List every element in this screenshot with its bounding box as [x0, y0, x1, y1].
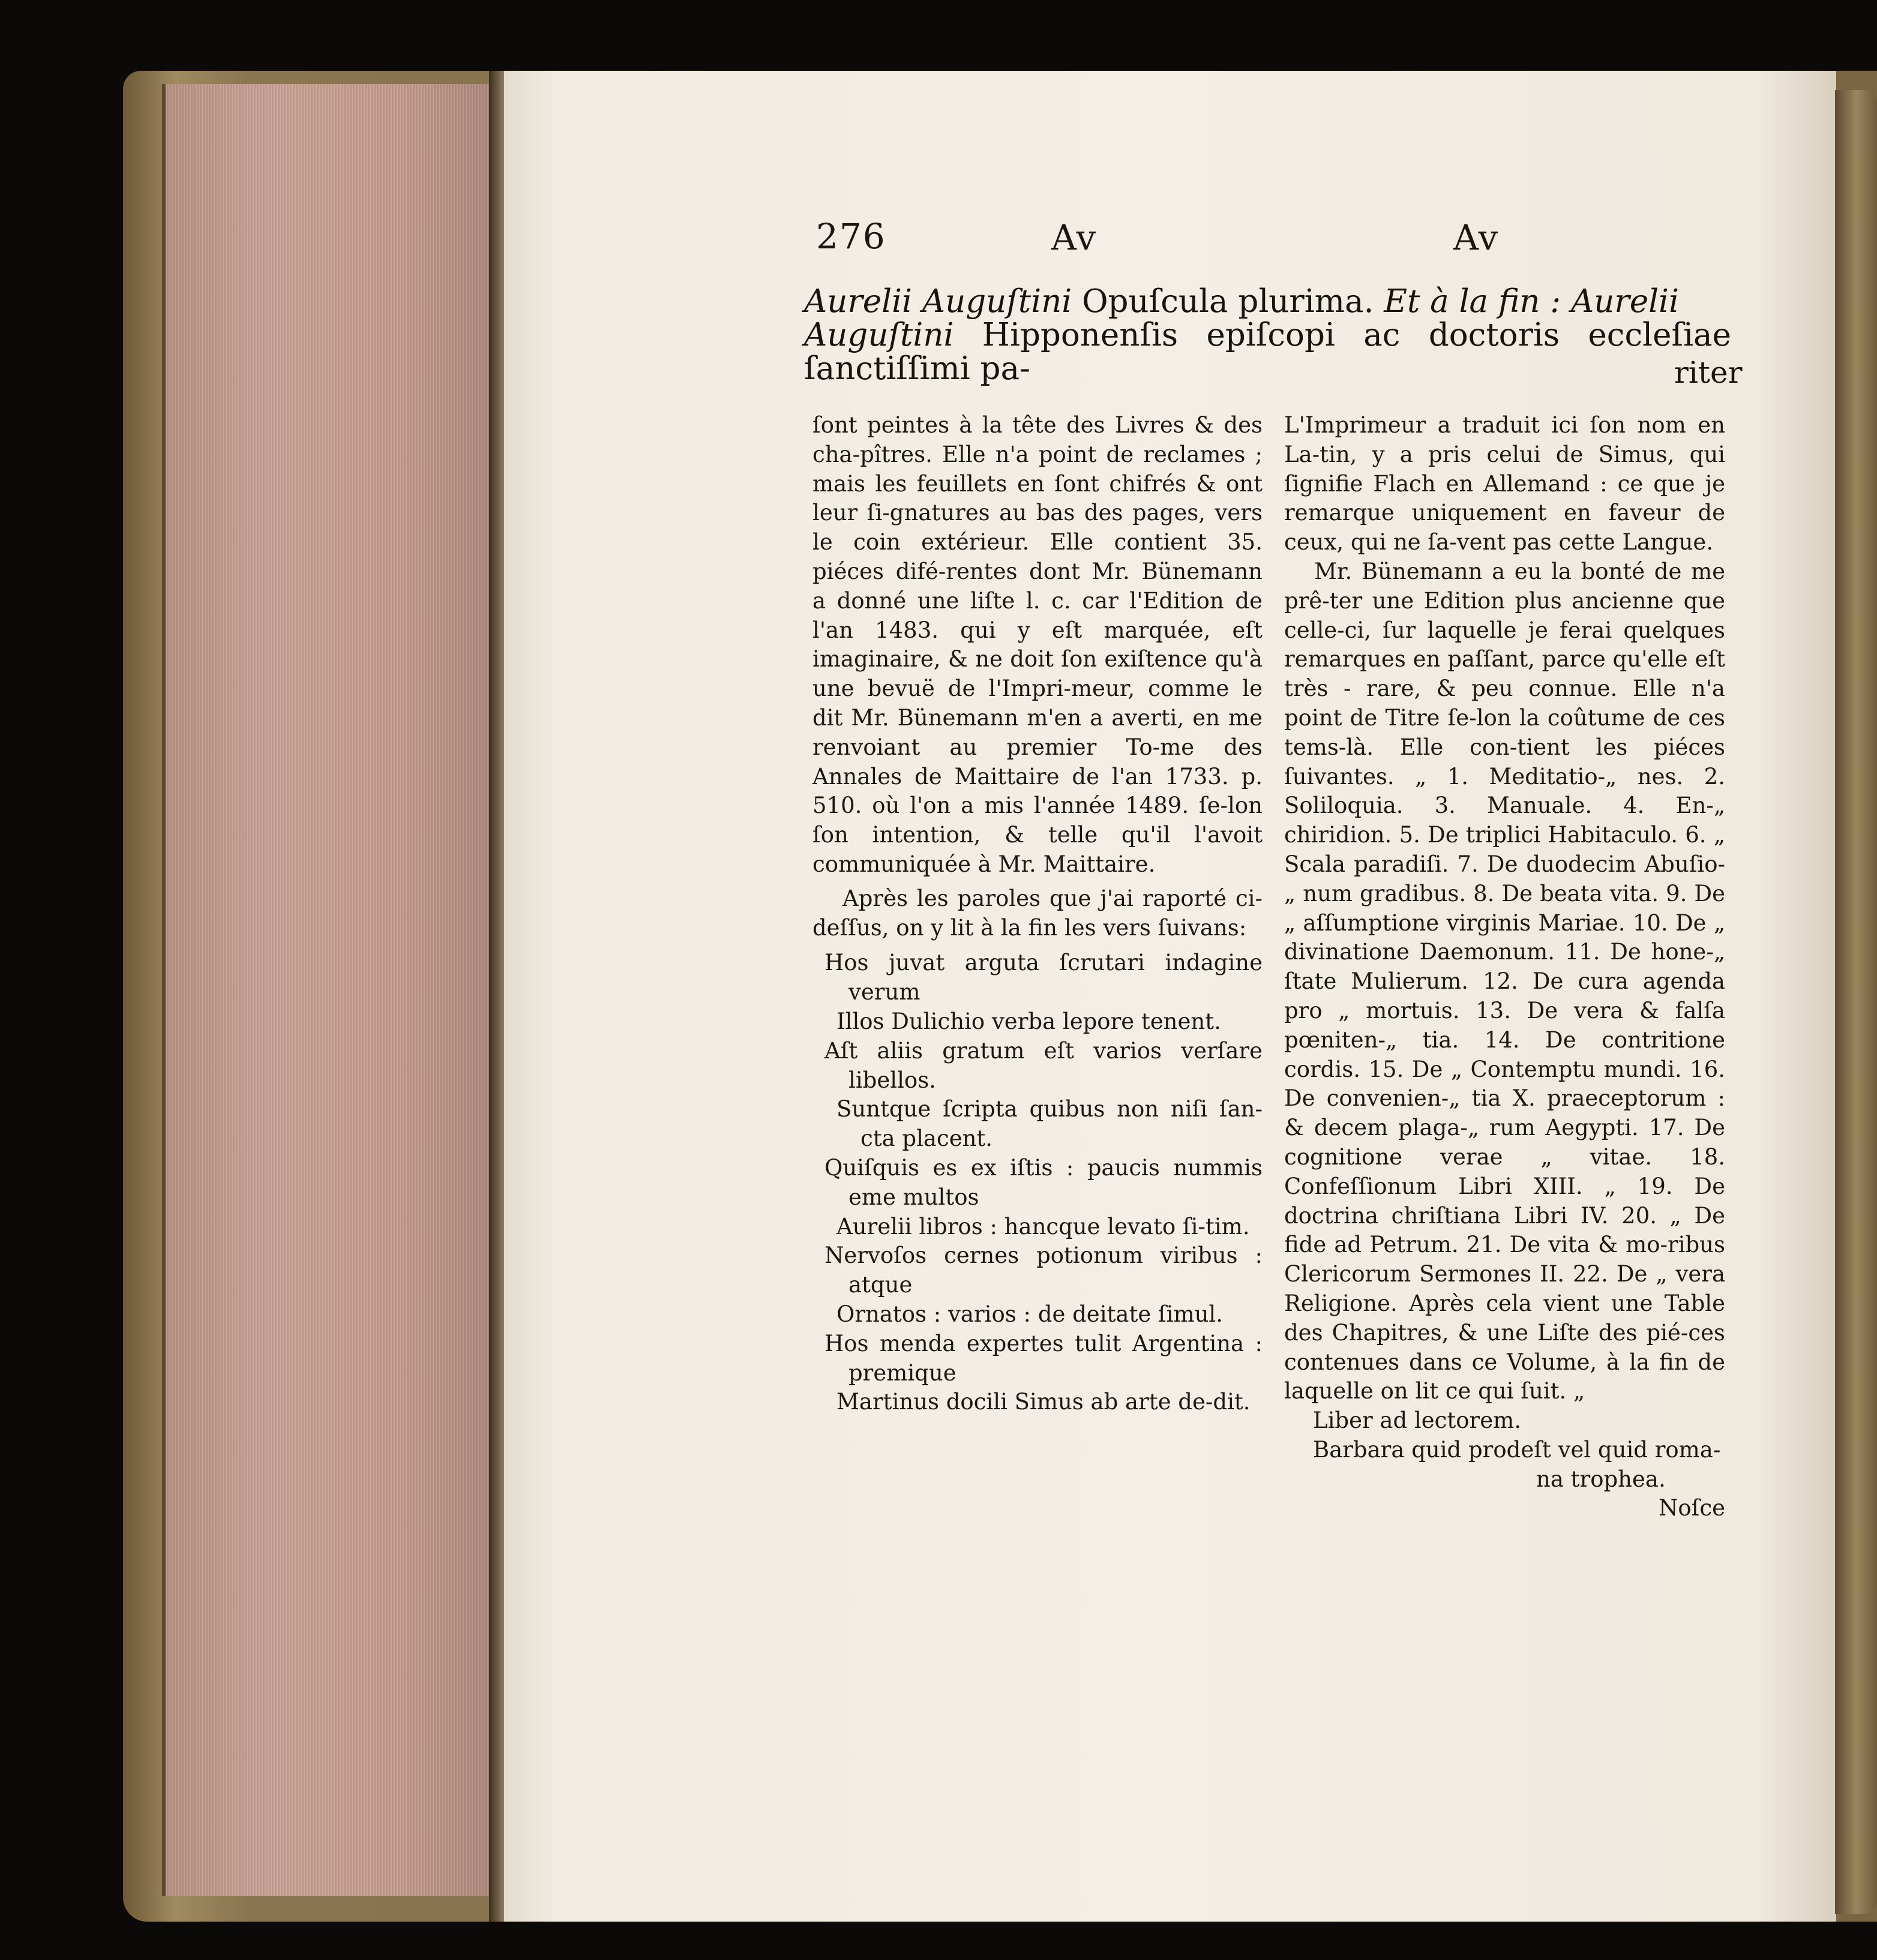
right-column: [1284, 411, 1725, 1523]
right-paragraph-1: L'Imprimeur a traduit ici ſon nom en La-tin, y a pris celui de Simus, qui ſignifie Flach en Allemand : ce que je remarque uniquement en faveur de ceux, qui ne ſa-vent pas cette Langue.: [1284, 412, 1725, 556]
verse-line: Nervoſos cernes potionum viribus : atque: [824, 1242, 1263, 1298]
title-text-2: Hipponenſis epiſcopi ac doctoris eccleſiae ſanctiſſimi pa-: [804, 317, 1731, 387]
entry-title: [804, 285, 1731, 386]
verse-line: Aſt aliis gratum eſt varios verſare libellos.: [824, 1037, 1263, 1093]
title-text: Opuſcula plurima.: [1072, 283, 1374, 320]
title-italic-author: Aurelii Auguſtini: [804, 283, 1072, 320]
page-block-edge: [162, 84, 502, 1896]
motto-heading: Liber ad lectorem.: [1313, 1407, 1521, 1434]
motto-line: Barbara quid prodeſt vel quid roma-: [1313, 1436, 1721, 1463]
left-paragraph-2: Après les paroles que j'ai raporté ci-deſſus, on y lit à la fin les vers ſuivans:: [812, 885, 1263, 941]
motto-line: na trophea.: [1536, 1466, 1666, 1492]
title-tail: riter: [1674, 355, 1743, 390]
left-paragraph-1: ſont peintes à la tête des Livres & des cha-pîtres. Elle n'a point de reclames ; mais les feuillets en ſont chifrés & ont leur ſi-gnatures au bas des pages, vers le coin extérieur. Elle contient 35. piéces difé-rentes dont Mr. Bünemann a donné une liſte l. c. car l'Edition de l'an 1483. qui y eſt marquée, eſt imaginaire, & ne doit ſon exiſtence qu'à une bevuë de l'Impri-meur, comme le dit Mr. Bünemann m'en a averti, en me renvoiant au premier To-me des Annales de Maittaire de l'an 1733. p. 510. où l'on a mis l'année 1489. ſe-lon ſon intention, & telle qu'il l'avoit communiquée à Mr. Maittaire.: [812, 412, 1263, 877]
left-column: [812, 411, 1263, 1417]
facing-page-edge: [1835, 90, 1877, 1914]
verse-line: Martinus docili Simus ab arte de-dit.: [836, 1389, 1251, 1415]
verse-block: [812, 949, 1263, 1417]
title-italic-author-2: Auguſtini: [804, 317, 954, 353]
verse-line: Quiſquis es ex iſtis : paucis nummis eme multos: [824, 1154, 1263, 1210]
verse-line: Illos Dulichio verba lepore tenent.: [836, 1008, 1221, 1034]
right-paragraph-2: Mr. Bünemann a eu la bonté de me prê-ter une Edition plus ancienne que celle-ci, ſur laquelle je ferai quelques remarques en paſſant, parce qu'elle eſt très - rare, & peu connue. Elle n'a point de Titre ſe-lon la coûtume de ces tems-là. Elle con-tient les piéces ſuivantes. „ 1. Meditatio-„ nes. 2. Soliloquia. 3. Manuale. 4. En-„ chiridion. 5. De triplici Habitaculo. 6. „ Scala paradiſi. 7. De duodecim Abuſio-„ num gradibus. 8. De beata vita. 9. De „ aſſumptione virginis Mariae. 10. De „ divinatione Daemonum. 11. De hone-„ ſtate Mulierum. 12. De cura agenda pro „ mortuis. 13. De vera & falſa pœniten-„ tia. 14. De contritione cordis. 15. De „ Contemptu mundi. 16. De convenien-„ tia X. praeceptorum : & decem plaga-„ rum Aegypti. 17. De cognitione verae „ vitae. 18. Confeſſionum Libri XIII. „ 19. De doctrina chriſtiana Libri IV. 20. „ De fide ad Petrum. 21. De vita & mo-ribus Clericorum Sermones II. 22. De „ vera Religione. Après cela vient une Table des Chapitres, & une Liſte des pié-ces contenues dans ce Volume, à la fin de laquelle on lit ce qui ſuit. „: [1284, 558, 1725, 1404]
running-head-right: Av: [1453, 217, 1500, 258]
verse-line: Suntque ſcripta quibus non niſi ſan-cta placent.: [836, 1096, 1263, 1152]
verse-line: Hos juvat arguta ſcrutari indagine verum: [824, 950, 1263, 1005]
verse-line: Aurelii libros : hancque levato ſi-tim.: [836, 1213, 1250, 1239]
running-head-left: Av: [1051, 217, 1098, 258]
title-italic-colophon: Et à la fin : Aurelii: [1374, 283, 1679, 320]
verse-line: Hos menda expertes tulit Argentina : premique: [824, 1330, 1263, 1386]
verse-line: Ornatos : varios : de deitate ſimul.: [836, 1301, 1224, 1327]
page-number: 276: [816, 216, 886, 257]
catchword: Noſce: [1659, 1495, 1725, 1521]
